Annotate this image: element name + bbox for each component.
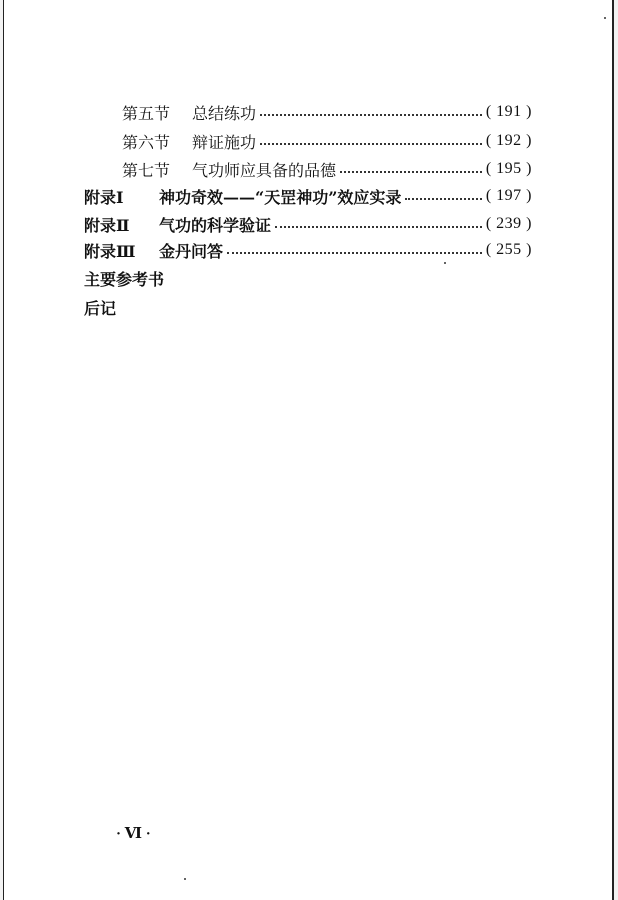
dot-leader xyxy=(227,252,482,254)
appendix-title: 气功的科学验证 xyxy=(159,215,272,235)
page-reference: ( 197 ) xyxy=(485,187,532,204)
dot-leader xyxy=(260,143,482,145)
toc-entry-section-6[interactable] xyxy=(122,128,532,154)
toc-entry-appendix-3[interactable] xyxy=(84,237,532,263)
dot-leader xyxy=(260,114,482,116)
appendix-title: 金丹问答 xyxy=(159,241,224,261)
page-reference: ( 195 ) xyxy=(485,160,532,177)
section-title: 气功师应具备的品德 xyxy=(192,160,337,180)
toc-entry-section-5[interactable] xyxy=(122,99,532,125)
appendix-number: 附录Ⅰ xyxy=(84,187,124,207)
toc-entry-appendix-1[interactable] xyxy=(84,183,532,209)
toc-entry-section-7[interactable] xyxy=(122,156,532,182)
dot-leader xyxy=(340,171,482,173)
appendix-number: 附录Ⅲ xyxy=(84,241,136,261)
page-number: · Ⅵ · xyxy=(116,826,151,842)
section-number: 第五节 xyxy=(122,103,171,123)
page-reference: ( 239 ) xyxy=(485,215,532,232)
dot-leader xyxy=(275,226,482,228)
appendix-title: 神功奇效——“天罡神功”效应实录 xyxy=(159,187,402,207)
section-number: 第六节 xyxy=(122,132,171,152)
page-reference: ( 191 ) xyxy=(485,103,532,120)
document-page xyxy=(3,0,614,900)
scan-speck xyxy=(184,878,186,880)
scan-speck xyxy=(604,17,606,19)
section-number: 第七节 xyxy=(122,160,171,180)
toc-entry-afterword[interactable]: 后记 xyxy=(84,299,117,318)
toc-entry-references[interactable]: 主要参考书 xyxy=(84,270,165,289)
dot-leader xyxy=(405,198,481,200)
scan-speck xyxy=(444,262,446,264)
page-reference: ( 192 ) xyxy=(485,132,532,149)
section-title: 总结练功 xyxy=(192,103,257,123)
page-reference: ( 255 ) xyxy=(485,241,532,258)
section-title: 辩证施功 xyxy=(192,132,257,152)
toc-entry-appendix-2[interactable] xyxy=(84,211,532,237)
appendix-number: 附录Ⅱ xyxy=(84,215,130,235)
